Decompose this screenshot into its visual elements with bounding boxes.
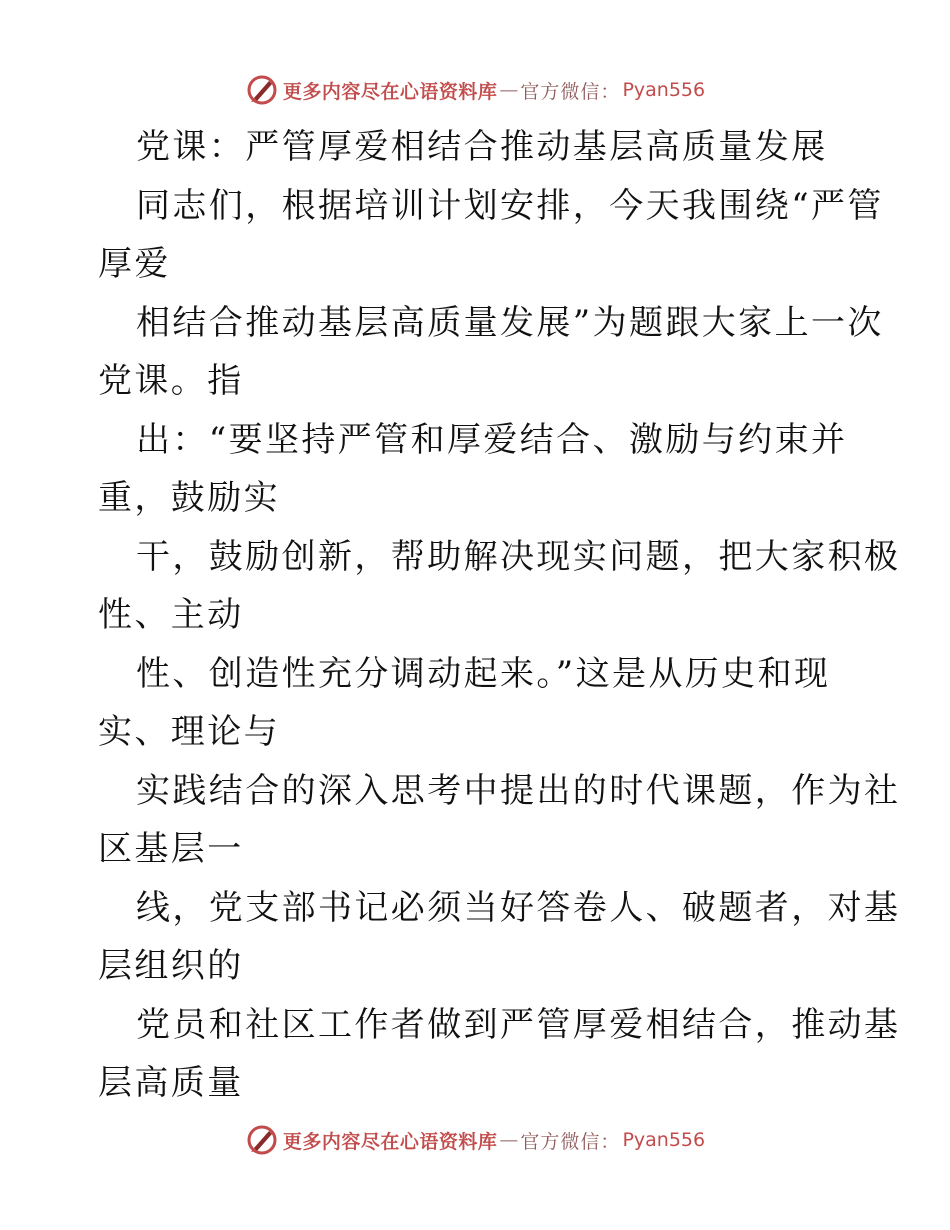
- watermark-brand: 更多内容尽在心语资料库: [282, 80, 498, 103]
- page-footer-watermark: [0, 1120, 950, 1160]
- document-body: [98, 118, 901, 1113]
- text-line: 性、创造性充分调动起来。”这是从历史和现: [136, 653, 831, 694]
- text-line: 性、主动: [98, 595, 244, 635]
- text-line: 相结合推动基层高质量发展”为题跟大家上一次: [136, 302, 884, 343]
- text-line: 出：“要坚持严管和厚爱结合、激励与约束并: [136, 419, 848, 460]
- watermark-brand: 更多内容尽在心语资料库: [282, 1130, 498, 1153]
- text-line: 重，鼓励实: [98, 478, 280, 518]
- watermark-wechat-id: Pyan556: [622, 1129, 706, 1151]
- watermark-wechat-id: Pyan556: [622, 79, 706, 101]
- watermark-dash: —: [499, 1129, 519, 1151]
- text-line: 党员和社区工作者做到严管厚爱相结合，推动基: [136, 1004, 901, 1045]
- text-line: 层组织的: [98, 946, 244, 986]
- watermark-dash: —: [499, 79, 519, 101]
- text-line: 区基层一: [98, 829, 244, 869]
- text-line: 厚爱: [98, 244, 171, 284]
- text-line: 层高质量: [98, 1063, 244, 1103]
- pen-seal-icon: [245, 1123, 279, 1157]
- text-line: 实、理论与: [98, 712, 280, 752]
- text-line: 干，鼓励创新，帮助解决现实问题，把大家积极: [136, 536, 901, 577]
- document-title: 党课：严管厚爱相结合推动基层高质量发展: [136, 127, 828, 167]
- text-line: 党课。指: [98, 361, 244, 401]
- pen-seal-icon: [245, 73, 279, 107]
- text-line: 实践结合的深入思考中提出的时代课题，作为社: [136, 770, 901, 811]
- watermark-official-label: 官方微信：: [520, 80, 621, 103]
- text-line: 同志们，根据培训计划安排，今天我围绕“严管: [136, 185, 884, 226]
- text-line: 线，党支部书记必须当好答卷人、破题者，对基: [136, 887, 901, 928]
- watermark-official-label: 官方微信：: [520, 1130, 621, 1153]
- page-header-watermark: [0, 70, 950, 110]
